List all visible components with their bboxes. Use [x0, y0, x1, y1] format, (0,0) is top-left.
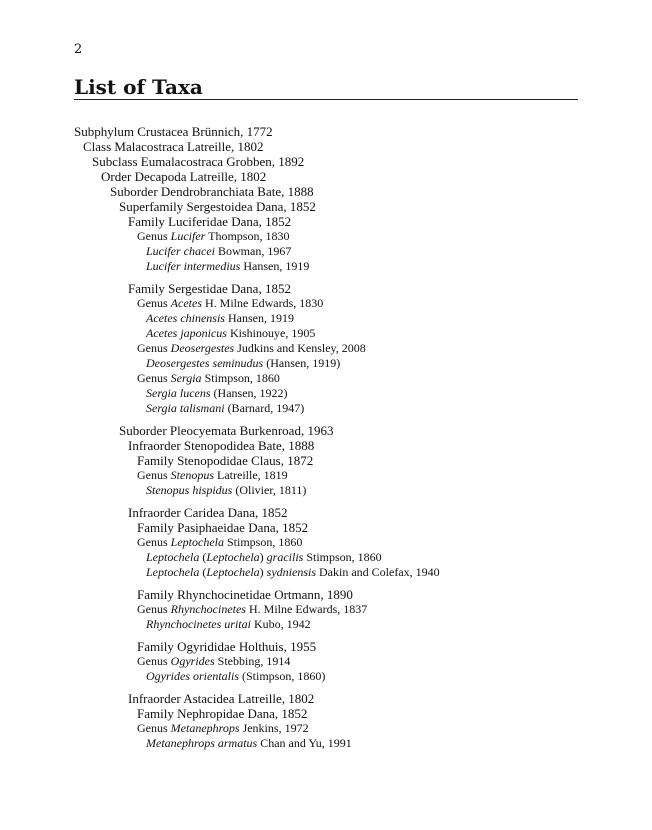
taxon-entry — [74, 357, 594, 372]
taxon-italic-text: Ogyrides orientalis — [146, 669, 239, 683]
taxon-italic-text: Acetes chinensis — [146, 311, 225, 325]
taxon-entry — [74, 722, 594, 737]
taxon-text: Infraorder Astacidea Latreille, 1802 — [128, 691, 315, 706]
taxon-entry — [74, 506, 594, 521]
taxon-text: Jenkins, 1972 — [239, 721, 309, 735]
taxon-entry — [74, 737, 594, 752]
taxon-italic-text: Stenopus hispidus — [146, 483, 233, 497]
taxon-italic-text: Sergia lucens — [146, 386, 211, 400]
taxon-entry — [74, 484, 594, 499]
taxa-list — [74, 125, 594, 752]
taxon-italic-text: Stenopus — [170, 468, 215, 482]
taxon-text: Hansen, 1919 — [224, 311, 294, 325]
taxon-text: Stimpson, 1860 — [224, 535, 303, 549]
taxon-entry — [74, 551, 594, 566]
taxon-text: Genus — [137, 535, 171, 549]
taxon-text: Family Sergestidae Dana, 1852 — [128, 281, 291, 296]
taxon-text: Infraorder Caridea Dana, 1852 — [128, 505, 288, 520]
taxon-entry — [74, 521, 594, 536]
taxon-text: Infraorder Stenopodidea Bate, 1888 — [128, 438, 315, 453]
taxon-italic-text: sydniensis — [266, 565, 316, 579]
taxon-text: Family Stenopodidae Claus, 1872 — [137, 453, 314, 468]
taxon-text: ( — [199, 550, 207, 564]
taxon-text: Kubo, 1942 — [250, 617, 311, 631]
taxon-text: Judkins and Kensley, 2008 — [234, 341, 366, 355]
taxon-text: Stimpson, 1860 — [303, 550, 382, 564]
taxon-entry — [74, 566, 594, 581]
taxon-text: Genus — [137, 721, 171, 735]
taxon-text: Genus — [137, 654, 171, 668]
taxon-text: (Stimpson, 1860) — [239, 669, 326, 683]
taxon-text: H. Milne Edwards, 1830 — [201, 296, 324, 310]
taxon-italic-text: Leptochela — [146, 550, 200, 564]
taxon-entry — [74, 536, 594, 551]
taxon-entry — [74, 618, 594, 633]
taxon-text: Genus — [137, 602, 171, 616]
taxon-entry — [74, 125, 594, 140]
taxon-entry — [74, 312, 594, 327]
taxon-text: ) — [259, 565, 267, 579]
taxon-italic-text: Sergia talismani — [146, 401, 225, 415]
taxon-entry — [74, 342, 594, 357]
taxon-entry — [74, 327, 594, 342]
taxon-text: Subphylum Crustacea Brünnich, 1772 — [74, 124, 273, 139]
taxon-entry — [74, 245, 594, 260]
taxon-text: Hansen, 1919 — [240, 259, 310, 273]
taxon-entry — [74, 670, 594, 685]
taxon-text: ( — [199, 565, 207, 579]
taxon-entry — [74, 424, 594, 439]
taxon-entry — [74, 140, 594, 155]
taxon-italic-text: Lucifer — [170, 229, 206, 243]
taxon-text: Stimpson, 1860 — [201, 371, 280, 385]
taxon-italic-text: Ogyrides — [170, 654, 215, 668]
taxon-entry — [74, 215, 594, 230]
taxon-italic-text: Acetes — [170, 296, 202, 310]
taxon-text: Chan and Yu, 1991 — [257, 736, 352, 750]
taxon-italic-text: Leptochela — [206, 550, 260, 564]
taxon-entry — [74, 692, 594, 707]
taxon-entry — [74, 439, 594, 454]
taxon-italic-text: Deosergestes seminudus — [146, 356, 264, 370]
page-number: 2 — [74, 42, 83, 57]
taxon-italic-text: Deosergestes — [170, 341, 235, 355]
taxon-text: Family Rhynchocinetidae Ortmann, 1890 — [137, 587, 353, 602]
taxon-text: (Barnard, 1947) — [224, 401, 305, 415]
taxon-text: Thompson, 1830 — [205, 229, 290, 243]
taxon-entry — [74, 230, 594, 245]
taxon-text: Order Decapoda Latreille, 1802 — [101, 169, 267, 184]
taxon-text: Family Luciferidae Dana, 1852 — [128, 214, 292, 229]
taxon-text: Genus — [137, 371, 171, 385]
taxon-entry — [74, 170, 594, 185]
taxon-italic-text: Lucifer intermedius — [146, 259, 241, 273]
taxon-text: Latreille, 1819 — [214, 468, 288, 482]
taxon-text: Suborder Dendrobranchiata Bate, 1888 — [110, 184, 314, 199]
taxon-entry — [74, 155, 594, 170]
taxon-text: Superfamily Sergestoidea Dana, 1852 — [119, 199, 316, 214]
taxon-entry — [74, 402, 594, 417]
taxon-text: Stebbing, 1914 — [214, 654, 291, 668]
taxon-text: ) — [259, 550, 267, 564]
taxon-text: (Hansen, 1922) — [210, 386, 288, 400]
taxon-entry — [74, 387, 594, 402]
taxon-text: Dakin and Colefax, 1940 — [316, 565, 440, 579]
taxon-italic-text: Acetes japonicus — [146, 326, 227, 340]
taxon-italic-text: Rhynchocinetes — [170, 602, 246, 616]
taxon-italic-text: Sergia — [170, 371, 202, 385]
taxon-entry — [74, 603, 594, 618]
taxon-text: (Olivier, 1811) — [232, 483, 307, 497]
taxon-italic-text: gracilis — [266, 550, 304, 564]
taxon-italic-text: Leptochela — [170, 535, 224, 549]
title-rule — [74, 99, 578, 100]
taxon-entry — [74, 588, 594, 603]
taxon-entry — [74, 707, 594, 722]
taxon-italic-text: Metanephrops armatus — [146, 736, 258, 750]
taxon-text: Genus — [137, 229, 171, 243]
taxon-entry — [74, 282, 594, 297]
page-title: List of Taxa — [74, 75, 203, 99]
taxon-entry — [74, 260, 594, 275]
taxon-entry — [74, 372, 594, 387]
taxon-entry — [74, 454, 594, 469]
taxon-italic-text: Metanephrops — [170, 721, 240, 735]
taxon-italic-text: Lucifer chacei — [146, 244, 215, 258]
taxon-text: H. Milne Edwards, 1837 — [245, 602, 368, 616]
taxon-text: Kishinouye, 1905 — [226, 326, 316, 340]
taxon-entry — [74, 469, 594, 484]
taxon-entry — [74, 185, 594, 200]
taxon-text: Genus — [137, 341, 171, 355]
taxon-text: Bowman, 1967 — [214, 244, 292, 258]
taxon-text: Family Ogyrididae Holthuis, 1955 — [137, 639, 317, 654]
taxon-entry — [74, 200, 594, 215]
taxon-text: Class Malacostraca Latreille, 1802 — [83, 139, 264, 154]
taxon-entry — [74, 655, 594, 670]
taxon-entry — [74, 640, 594, 655]
taxon-entry — [74, 297, 594, 312]
taxon-text: Family Nephropidae Dana, 1852 — [137, 706, 308, 721]
taxon-text: Genus — [137, 468, 171, 482]
taxon-italic-text: Leptochela — [206, 565, 260, 579]
taxon-text: Subclass Eumalacostraca Grobben, 1892 — [92, 154, 305, 169]
taxon-text: Suborder Pleocyemata Burkenroad, 1963 — [119, 423, 334, 438]
taxon-italic-text: Rhynchocinetes uritai — [146, 617, 251, 631]
taxon-text: Family Pasiphaeidae Dana, 1852 — [137, 520, 309, 535]
taxon-italic-text: Leptochela — [146, 565, 200, 579]
taxon-text: Genus — [137, 296, 171, 310]
taxon-text: (Hansen, 1919) — [263, 356, 341, 370]
